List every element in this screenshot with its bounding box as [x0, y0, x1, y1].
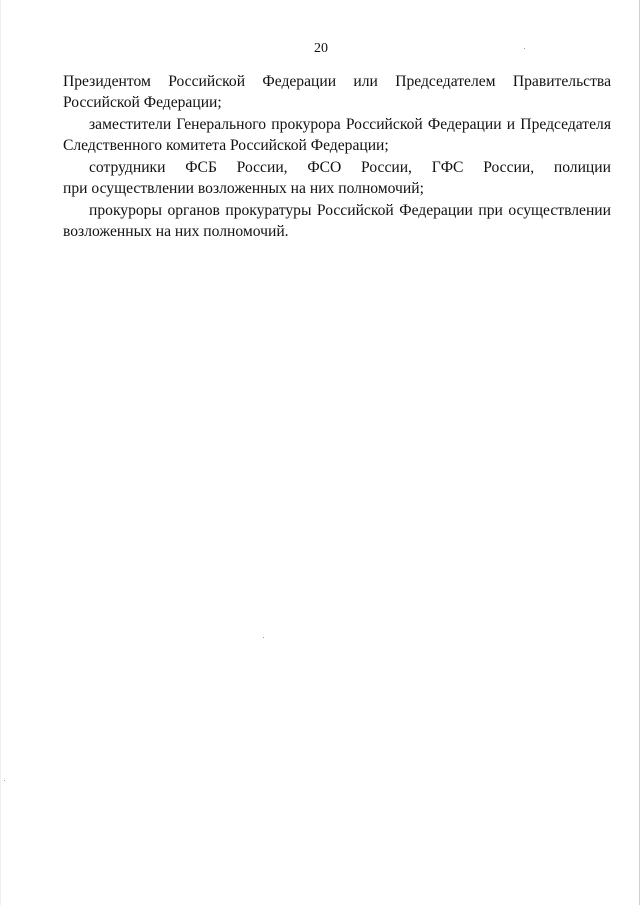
paragraph-3-continuation: при осуществлении возложенных на них полномочий;	[63, 179, 424, 197]
paragraph-4: прокуроры органов прокуратуры Российской Федерации при осуществлении возложенных на них полномочий.	[63, 202, 611, 240]
page-number: 20	[314, 41, 328, 56]
scan-artifact	[263, 637, 264, 638]
word: России,	[483, 159, 535, 176]
word: России,	[236, 159, 288, 176]
word: России,	[361, 159, 412, 176]
scan-artifact	[524, 48, 525, 49]
paragraph-3-first-line	[63, 158, 611, 179]
paragraph-3	[63, 158, 611, 199]
word: ФСО	[307, 159, 342, 176]
word: полиции	[553, 159, 611, 176]
paragraph-1: Президентом Российской Федерации или Председателем Правительства Российской Федерации;	[63, 73, 611, 111]
paragraph-2: заместители Генерального прокурора Российской Федерации и Председателя Следственного комитета Российской Федерации;	[63, 116, 611, 154]
word: ГФС	[431, 159, 464, 176]
document-body	[63, 72, 611, 244]
word: ФСБ	[185, 159, 217, 176]
scan-artifact	[4, 780, 5, 781]
word: сотрудники	[89, 159, 166, 176]
